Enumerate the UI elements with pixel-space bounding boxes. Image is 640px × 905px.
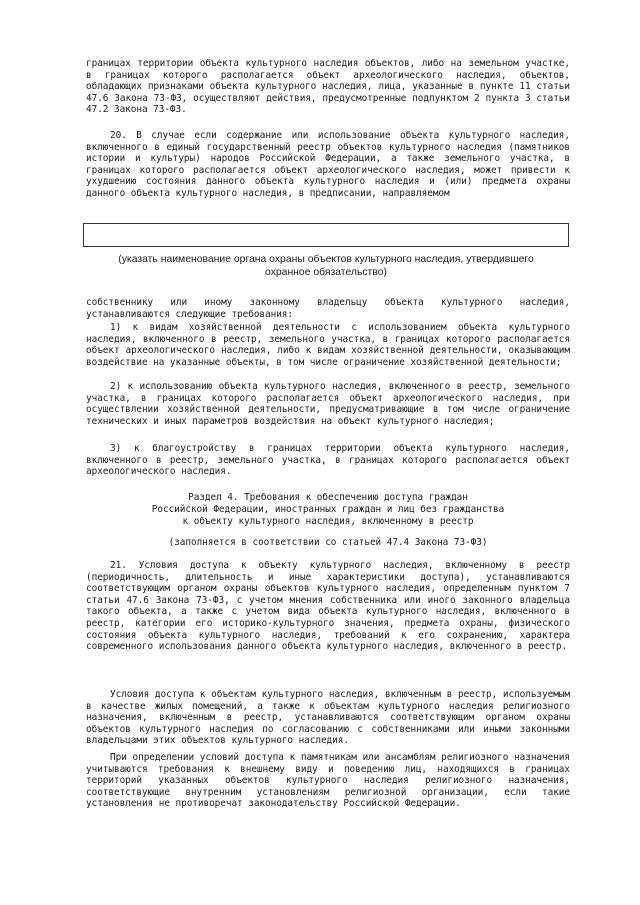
paragraph-20: 20. В случае если содержание или использование объекта культурного наследия, включенного в единый государственный реестр объектов культурного наследия (памятников истории и культуры) народов Российской Федерации, а также земельного участка, в границах которого располагается объект археологического наследия, может привести к ухудшению состояния данного объекта культурного наследия и (или) предмета охраны данного объекта культурного наследия, в предписании, направляемом (86, 130, 570, 199)
paragraph-owner: собственнику или иному законному владельцу объекта культурного наследия, устанавливаются следующие требования: (86, 297, 570, 320)
paragraph-intro: границах территории объекта культурного наследия объектов, либо на земельном участке, в границах которого располагается объект археологического наследия, объектов, обладающих признаками объекта культурного наследия, лица, указанные в пункте 11 статьи 47.6 Закона 73-ФЗ, осуществляют действия, предусмотренные подпунктом 2 пункта 3 статьи 47.2 Закона 73-ФЗ. (86, 58, 570, 116)
authority-field-caption: (указать наименование органа охраны объектов культурного наследия, утвердившего охранное обязательство) (118, 254, 534, 278)
paragraph-religious-objects: Условия доступа к объектам культурного наследия, включенным в реестр, используемым в качестве жилых помещений, а также к объектам культурного наследия религиозного назначения, включенным в реестр, устанавливаются соответствующим органом охраны объектов культурного наследия по согласованию с собственниками или иными законными владельцами этих объектов культурного наследия. (86, 689, 570, 747)
paragraph-21: 21. Условия доступа к объекту культурного наследия, включенному в реестр (периодичность, длительность и иные характеристики доступа), устанавливаются соответствующим органом охраны объектов культурного наследия, определенным пунктом 7 статьи 47.6 Закона 73-ФЗ, с учетом мнения собственника или иного законного владельца такого объекта, а также с учетом вида объекта культурного наследия, включенного в реестр, категории его историко-культурного значения, предмета охраны, физического состояния объекта культурного наследия, требований к его сохранению, характера современного использования данного объекта культурного наследия, включенного в реестр. (86, 560, 570, 653)
requirement-2: 2) к использованию объекта культурного наследия, включенного в реестр, земельного участка, в границах которого располагается объект археологического наследия, при осуществлении хозяйственной деятельности, предусматривающие в том числе ограничение технических и иных параметров воздействия на объект культурного наследия; (86, 381, 570, 427)
requirement-3: 3) к благоустройству в границах территории объекта культурного наследия, включенного в реестр, земельного участка, в границах которого располагается объект археологического наследия. (86, 443, 570, 478)
paragraph-religious-ensembles: При определении условий доступа к памятникам или ансамблям религиозного назначения учитываются требования к внешнему виду и поведению лиц, находящихся в границах территорий указанных объектов культурного наследия религиозного назначения, соответствующие внутренним установлениям религиозной организации, если такие установления не противоречат законодательству Российской Федерации. (86, 752, 570, 810)
section-4-title-line-1: Раздел 4. Требования к обеспечению доступа граждан (188, 492, 468, 503)
authority-name-field[interactable] (83, 223, 569, 247)
section-4-note: (заполняется в соответствии со статьей 47.4 Закона 73-ФЗ) (168, 537, 488, 548)
requirement-1: 1) к видам хозяйственной деятельности с использованием объекта культурного наследия, включенного в реестр, земельного участка, в границах которого располагается объект археологического наследия, либо к видам хозяйственной деятельности, оказывающим воздействие на указанные объекты, в том числе ограничение хозяйственной деятельности; (86, 322, 570, 368)
section-4-title-line-2: Российской Федерации, иностранных граждан и лиц без гражданства (151, 504, 505, 515)
section-4-title-line-3: к объекту культурного наследия, включенному в реестр (182, 516, 474, 527)
